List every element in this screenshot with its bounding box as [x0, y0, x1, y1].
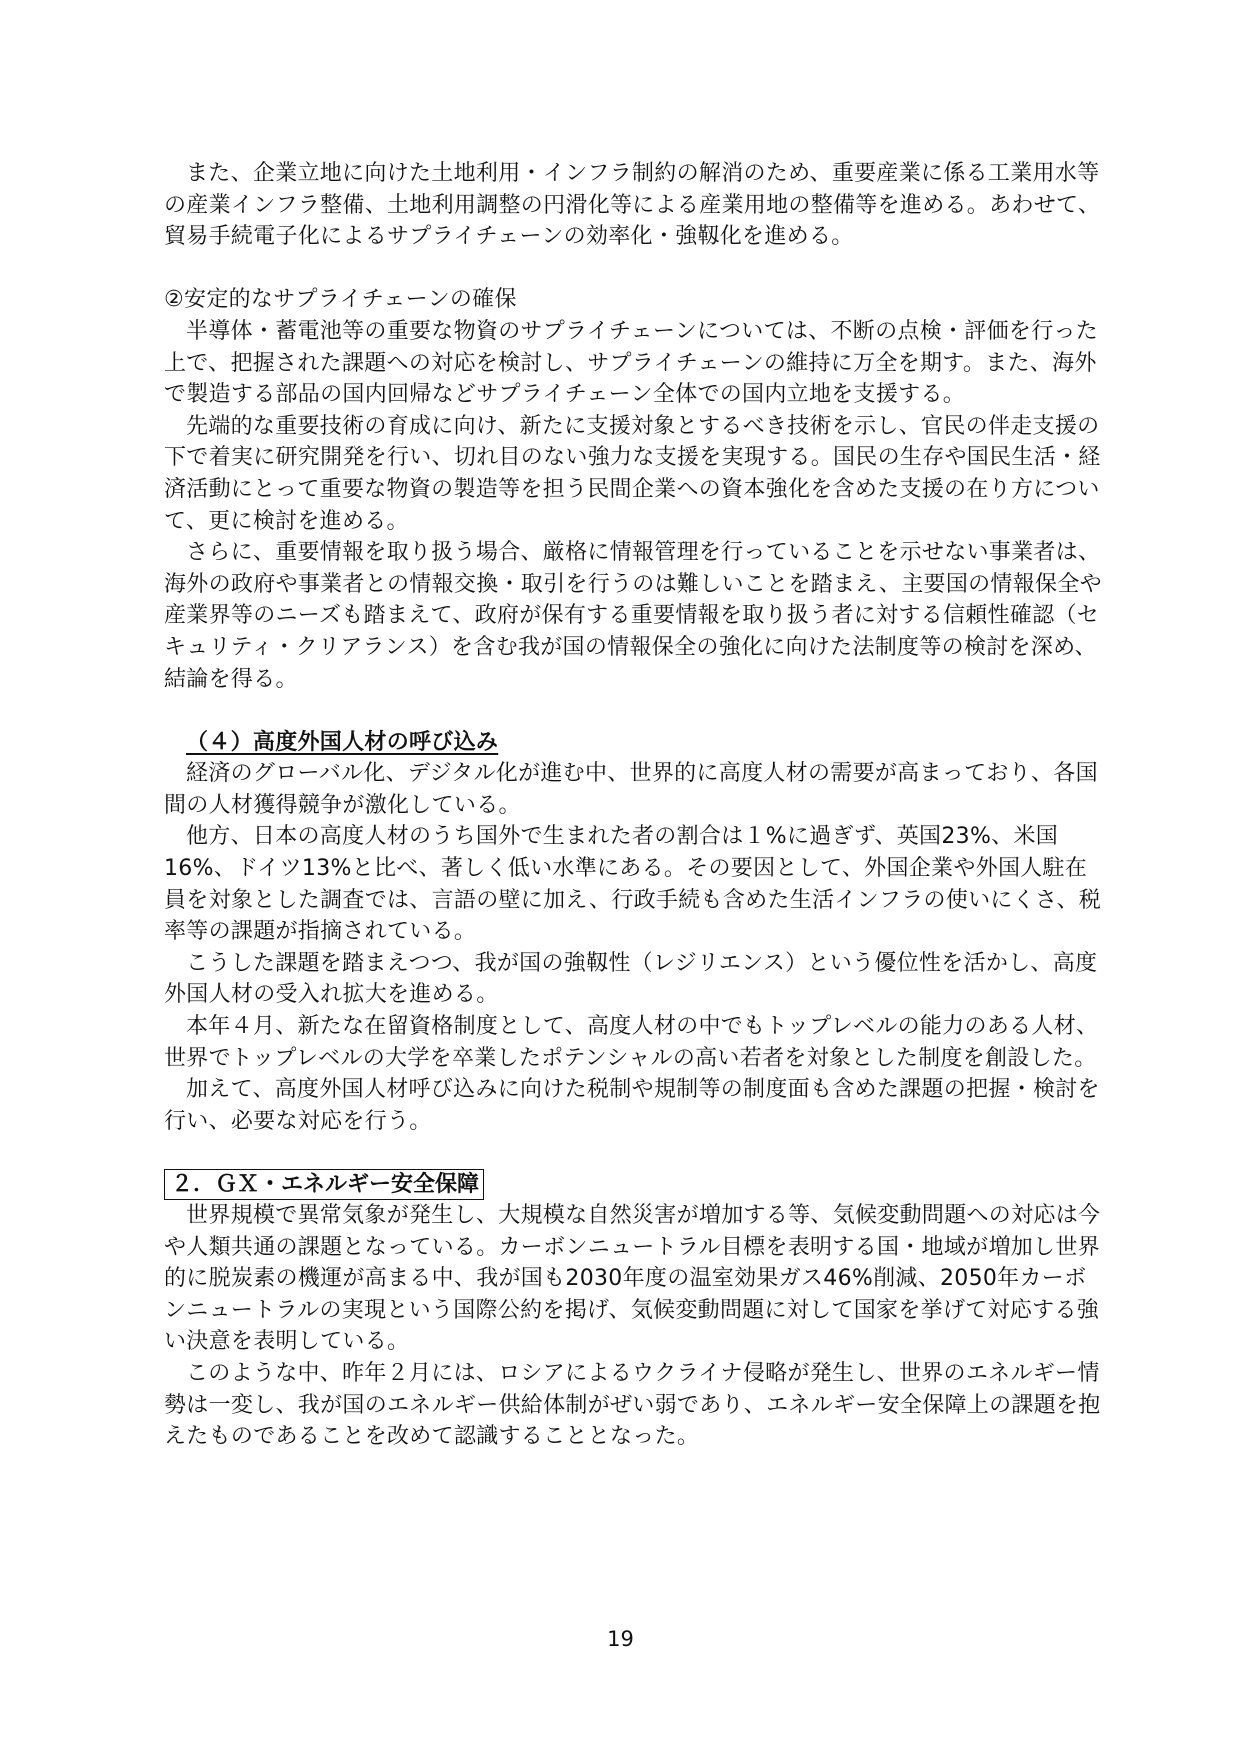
spacer [164, 1137, 1104, 1169]
section-heading-foreign-talent: （４）高度外国人材の呼び込み [186, 729, 499, 755]
section-heading-supply-chain: ②安定的なサプライチェーンの確保 [164, 287, 517, 313]
body-paragraph: 本年４月、新たな在留資格制度として、高度人材の中でもトップレベルの能力のある人材、世界でトップレベルの大学を卒業したポテンシャルの高い若者を対象とした制度を創設した。 [164, 1014, 1099, 1071]
spacer [164, 695, 1104, 727]
body-paragraph: 加えて、高度外国人材呼び込みに向けた税制や規制等の制度面も含めた課題の把握・検討を行い、必要な対応を行う。 [164, 1077, 1100, 1134]
chapter-heading-gx: ２．ＧＸ・エネルギー安全保障 [164, 1169, 484, 1200]
page-body [164, 158, 1104, 1453]
spacer [164, 253, 1104, 285]
body-paragraph: 世界規模で異常気象が発生し、大規模な自然災害が増加する等、気候変動問題への対応は今や人類共通の課題となっている。カーボンニュートラル目標を表明する国・地域が増加し世界的に脱炭素の機運が高まる中、我が国も2030年度の温室効果ガス46%削減、2050年カーボンニュートラルの実現という国際公約を掲げ、気候変動問題に対して国家を挙げて対応する強い決意を表明している。 [164, 1203, 1101, 1355]
page-number: 19 [607, 1627, 634, 1651]
body-paragraph: こうした課題を踏まえつつ、我が国の強靱性（レジリエンス）という優位性を活かし、高度外国人材の受入れ拡大を進める。 [164, 950, 1098, 1008]
intro-paragraph: また、企業立地に向けた土地利用・インフラ制約の解消のため、重要産業に係る工業用水等の産業インフラ整備、土地利用調整の円滑化等による産業用地の整備等を進める。あわせて、貿易手続電子化によるサプライチェーンの効率化・強靱化を進める。 [164, 161, 1101, 250]
body-paragraph: 他方、日本の高度人材のうち国外で生まれた者の割合は１%に過ぎず、英国23%、米国16%、ドイツ13%と比べ、著しく低い水準にある。その要因として、外国企業や外国人駐在員を対象とした調査では、言語の壁に加え、行政手続も含めた生活インフラの使いにくさ、税率等の課題が指摘されている。 [164, 824, 1102, 945]
body-paragraph: 経済のグローバル化、デジタル化が進む中、世界的に高度人材の需要が高まっており、各国間の人材獲得競争が激化している。 [164, 761, 1098, 818]
body-paragraph: 先端的な重要技術の育成に向け、新たに支援対象とするべき技術を示し、官民の伴走支援の下で着実に研究開発を行い、切れ目のない強力な支援を実現する。国民の生存や国民生活・経済活動にとって重要な物資の製造等を担う民間企業への資本強化を含めた支援の在り方について、更に検討を進める。 [164, 413, 1101, 534]
body-paragraph: さらに、重要情報を取り扱う場合、厳格に情報管理を行っていることを示せない事業者は、海外の政府や事業者との情報交換・取引を行うのは難しいことを踏まえ、主要国の情報保全や産業界等のニーズも踏まえて、政府が保有する重要情報を取り扱う者に対する信頼性確認（セキュリティ・クリアランス）を含む我が国の情報保全の強化に向けた法制度等の検討を深め、結論を得る。 [164, 540, 1102, 692]
body-paragraph: このような中、昨年２月には、ロシアによるウクライナ侵略が発生し、世界のエネルギー情勢は一変し、我が国のエネルギー供給体制がぜい弱であり、エネルギー安全保障上の課題を抱えたものであることを改めて認識することとなった。 [164, 1360, 1101, 1450]
body-paragraph: 半導体・蓄電池等の重要な物資のサプライチェーンについては、不断の点検・評価を行った上で、把握された課題への対応を検討し、サプライチェーンの維持に万全を期す。また、海外で製造する部品の国内回帰などサプライチェーン全体での国内立地を支援する。 [164, 318, 1099, 408]
